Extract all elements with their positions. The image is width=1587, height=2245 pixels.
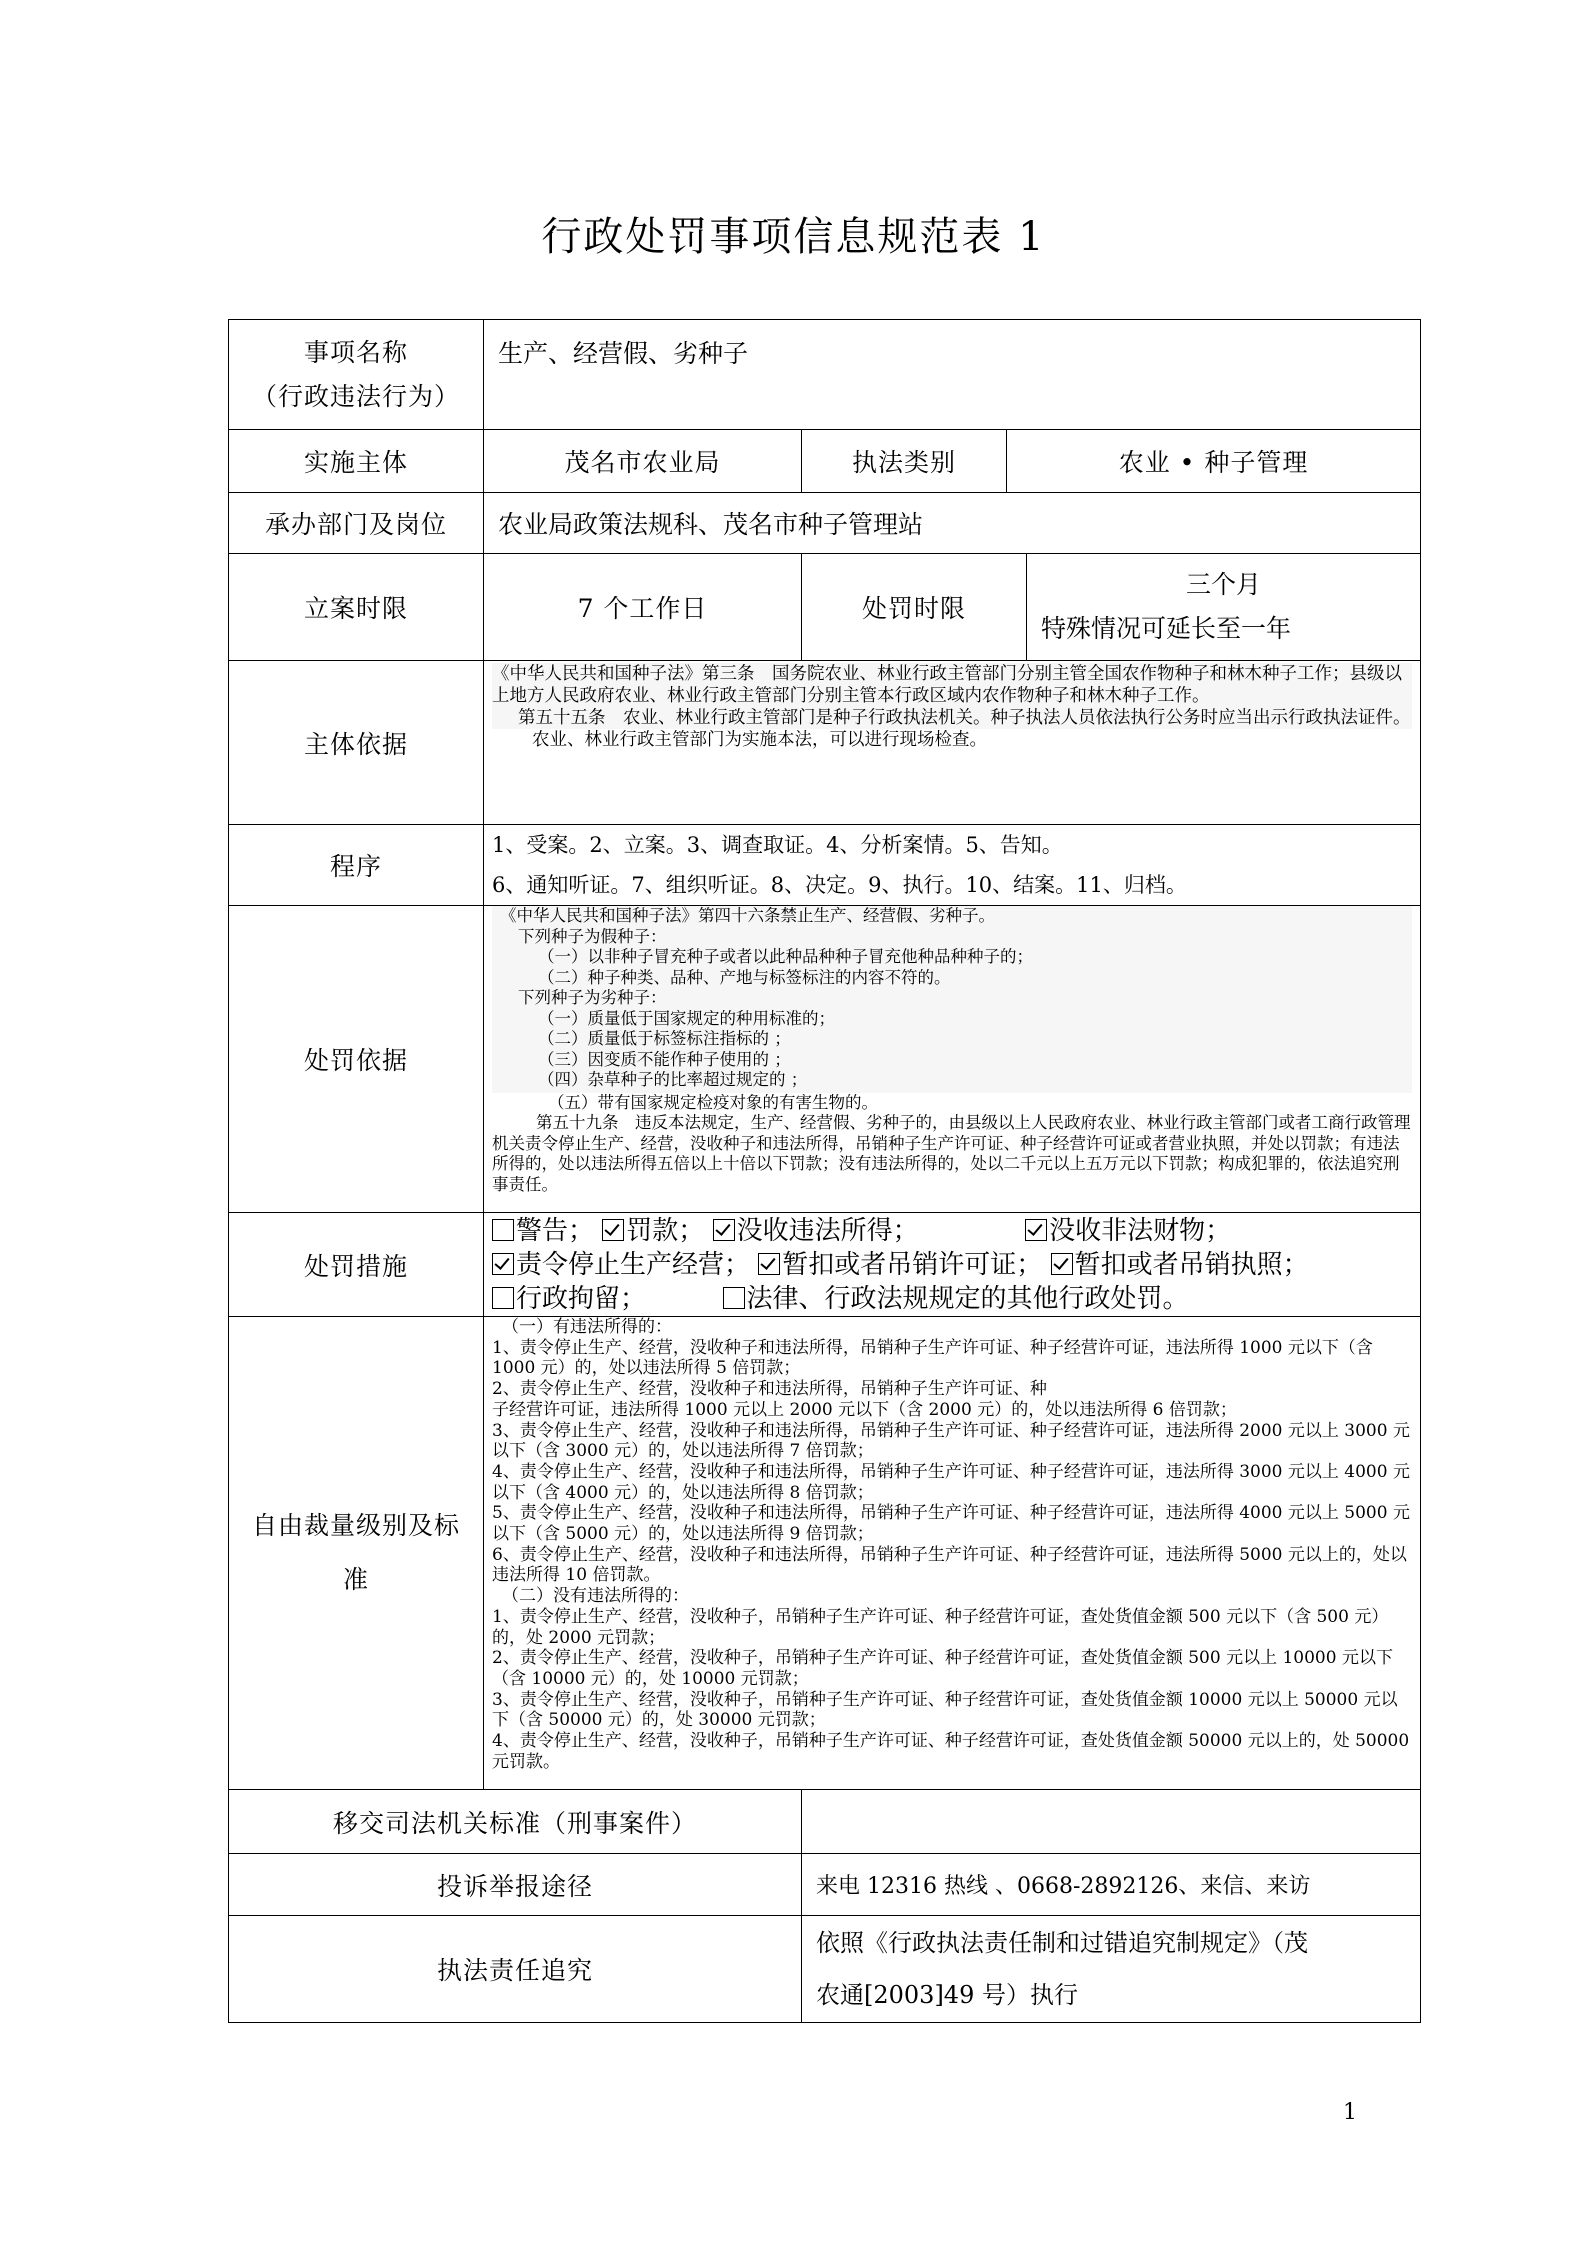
- penalty-limit-label: 处罚时限: [802, 554, 1027, 661]
- checkbox-confiscate-income[interactable]: [713, 1219, 735, 1241]
- discretion-line: 3、责令停止生产、经营，没收种子和违法所得，吊销种子生产许可证、种子经营许可证，违法所得 2000 元以上 3000 元以下（含 3000 元）的，处以违法所得 7 倍罚款；: [492, 1420, 1410, 1462]
- item-name-label: 事项名称: [303, 337, 408, 367]
- page-title: 行政处罚事项信息规范表 1: [541, 214, 1046, 260]
- row-transfer: [229, 1790, 1421, 1854]
- option-detention-label: 行政拘留；: [516, 1283, 647, 1314]
- penalty-limit-value-cell: [1027, 554, 1421, 661]
- row-penalty-basis: [229, 906, 1421, 1213]
- measures-label: 处罚措施: [229, 1213, 484, 1317]
- checkbox-detention[interactable]: [492, 1287, 514, 1309]
- discretion-line: 6、责令停止生产、经营，没收种子和违法所得，吊销种子生产许可证、种子经营许可证，违法所得 5000 元以上的，处以违法所得 10 倍罚款。: [492, 1544, 1407, 1586]
- penalty-limit-note: 特殊情况可延长至一年: [1041, 614, 1292, 643]
- penalty-basis-line: （一）质量低于国家规定的种用标准的；: [538, 1008, 835, 1028]
- option-warning-label: 警告；: [516, 1215, 595, 1246]
- measures-line-2: [484, 1248, 1420, 1282]
- option-other-penalty-label: 法律、行政法规规定的其他行政处罚。: [746, 1283, 1189, 1314]
- checkbox-warning[interactable]: [492, 1219, 514, 1241]
- subject-basis-para1: 《中华人民共和国种子法》第三条 国务院农业、林业行政主管部门分别主管全国农作物种子和林木种子工作；县级以上地方人民政府农业、林业行政主管部门分别主管本行政区域内农作物种子和林木种子工作。: [492, 663, 1412, 707]
- transfer-value: [802, 1790, 1421, 1854]
- procedure-cell: [484, 825, 1421, 906]
- option-revoke-permit-label: 暂扣或者吊销许可证；: [782, 1249, 1043, 1280]
- checkbox-other-penalty[interactable]: [723, 1287, 745, 1309]
- subject-value: 茂名市农业局: [484, 430, 802, 493]
- row-complaint: [229, 1854, 1421, 1916]
- row-time-limit: [229, 554, 1421, 661]
- accountability-value-cont: 农通[2003]49 号）执行: [816, 1981, 1078, 2009]
- procedure-label: 程序: [229, 825, 484, 906]
- row-discretion: [229, 1317, 1421, 1790]
- procedure-line-2: 6、通知听证。7、组织听证。8、决定。9、执行。10、结案。11、归档。: [492, 873, 1187, 897]
- penalty-basis-line: （二）种子种类、品种、产地与标签标注的内容不符的。: [538, 967, 951, 987]
- accountability-value-cell: [802, 1916, 1421, 2023]
- discretion-line: 1、责令停止生产、经营，没收种子和违法所得，吊销种子生产许可证、种子经营许可证，违法所得 1000 元以下（含 1000 元）的，处以违法所得 5 倍罚款；: [492, 1337, 1373, 1379]
- discretion-cell: [484, 1317, 1421, 1790]
- option-revoke-license-label: 暂扣或者吊销执照；: [1074, 1249, 1309, 1280]
- penalty-basis-line: （五）带有国家规定检疫对象的有害生物的。: [548, 1092, 878, 1112]
- penalty-basis-article59: 第五十九条 违反本法规定，生产、经营假、劣种子的，由县级以上人民政府农业、林业行政主管部门或者工商行政管理机关责令停止生产、经营，没收种子和违法所得，吊销种子生产许可证、种子经营许可证或者营业执照，并处以罚款；有违法所得的，处以违法所得五倍以上十倍以下罚款；没有违法所得的，处以二千元以上五万元以下罚款；构成犯罪的，依法追究刑事责任。: [492, 1113, 1411, 1194]
- penalty-basis-cell: [484, 906, 1421, 1213]
- penalty-basis-line: 下列种子为劣种子：: [518, 988, 667, 1007]
- discretion-line: 4、责令停止生产、经营，没收种子，吊销种子生产许可证、种子经营许可证，查处货值金额 50000 元以上的，处 50000 元罚款。: [492, 1731, 1410, 1772]
- category-value: 农业 • 种子管理: [1007, 430, 1421, 493]
- info-table: [228, 319, 1421, 2023]
- discretion-line: 4、责令停止生产、经营，没收种子和违法所得，吊销种子生产许可证、种子经营许可证，违法所得 3000 元以上 4000 元以下（含 4000 元）的，处以违法所得 8 倍罚款；: [492, 1461, 1410, 1503]
- measures-line-3: [484, 1282, 1420, 1316]
- row-measures: [229, 1213, 1421, 1317]
- page-number: 1: [1343, 2100, 1357, 2125]
- discretion-line: （二）没有违法所得的：: [502, 1586, 689, 1607]
- row-item-name: [229, 320, 1421, 430]
- complaint-label: 投诉举报途径: [229, 1854, 802, 1916]
- measures-line-1: [484, 1214, 1420, 1248]
- subject-basis-cell: [484, 661, 1421, 825]
- category-label: 执法类别: [802, 430, 1007, 493]
- item-name-sublabel: （行政违法行为）: [251, 381, 460, 411]
- complaint-value: 来电 12316 热线 、0668-2892126、来信、来访: [802, 1854, 1421, 1916]
- row-department: [229, 493, 1421, 554]
- penalty-limit-value: 三个月: [1186, 570, 1262, 599]
- penalty-basis-line: 下列种子为假种子：: [518, 926, 667, 946]
- discretion-line: 2、责令停止生产、经营，没收种子，吊销种子生产许可证、种子经营许可证，查处货值金额 500 元以上 10000 元以下（含 10000 元）的，处 10000 元罚款；: [492, 1648, 1393, 1689]
- penalty-basis-line: （四）杂草种子的比率超过规定的 ；: [538, 1070, 808, 1089]
- subject-basis-para3: 农业、林业行政主管部门为实施本法，可以进行现场检查。: [532, 730, 987, 750]
- option-confiscate-income-label: 没收违法所得；: [736, 1215, 919, 1246]
- discretion-line: 子经营许可证，违法所得 1000 元以上 2000 元以下（含 2000 元）的，处以违法所得 6 倍罚款；: [492, 1399, 1237, 1420]
- penalty-basis-line: （二）质量低于标签标注指标的 ；: [538, 1029, 791, 1048]
- subject-basis-label: 主体依据: [229, 661, 484, 825]
- accountability-label: 执法责任追究: [229, 1916, 802, 2023]
- filing-limit-label: 立案时限: [229, 554, 484, 661]
- penalty-basis-line: （一）以非种子冒充种子或者以此种品种种子冒充他种品种种子的；: [538, 947, 1033, 966]
- option-fine-label: 罚款；: [626, 1215, 705, 1246]
- option-stop-production-label: 责令停止生产经营；: [516, 1249, 751, 1280]
- checkbox-stop-production[interactable]: [492, 1253, 514, 1275]
- transfer-label: 移交司法机关标准（刑事案件）: [229, 1790, 802, 1854]
- filing-limit-value: 7 个工作日: [484, 554, 802, 661]
- checkbox-revoke-license[interactable]: [1051, 1253, 1073, 1275]
- procedure-line-1: 1、受案。2、立案。3、调查取证。4、分析案情。5、告知。: [492, 833, 1063, 857]
- discretion-label-cell: [229, 1317, 484, 1790]
- checkbox-fine[interactable]: [602, 1219, 624, 1241]
- subject-basis-para2: 第五十五条 农业、林业行政主管部门是种子行政执法机关。种子执法人员依法执行公务时应当出示行政执法证件。: [492, 707, 1412, 729]
- department-value: 农业局政策法规科、茂名市种子管理站: [484, 493, 1421, 554]
- discretion-line: 5、责令停止生产、经营，没收种子和违法所得，吊销种子生产许可证、种子经营许可证，违法所得 4000 元以上 5000 元以下（含 5000 元）的，处以违法所得 9 倍罚款；: [492, 1503, 1410, 1545]
- row-subject-basis: [229, 661, 1421, 825]
- penalty-basis-shaded-block: [492, 906, 1412, 1093]
- checkbox-confiscate-property[interactable]: [1025, 1219, 1047, 1241]
- checkbox-revoke-permit[interactable]: [758, 1253, 780, 1275]
- option-confiscate-property-label: 没收非法财物；: [1049, 1215, 1232, 1246]
- row-procedure: [229, 825, 1421, 906]
- row-subject: [229, 430, 1421, 493]
- discretion-label-cont: 准: [342, 1565, 369, 1594]
- penalty-basis-line: 《中华人民共和国种子法》第四十六条禁止生产、经营假、劣种子。: [500, 906, 995, 925]
- row-accountability: [229, 1916, 1421, 2023]
- discretion-line: 2、责令停止生产、经营，没收种子和违法所得，吊销种子生产许可证、种: [492, 1379, 1047, 1400]
- item-name-value: 生产、经营假、劣种子: [498, 339, 749, 368]
- discretion-label: 自由裁量级别及标: [251, 1511, 460, 1540]
- department-label: 承办部门及岗位: [229, 493, 484, 554]
- accountability-value: 依照《行政执法责任制和过错追究制规定》（茂: [816, 1929, 1308, 1957]
- penalty-basis-line: （三）因变质不能作种子使用的 ；: [538, 1049, 791, 1069]
- subject-label: 实施主体: [229, 430, 484, 493]
- discretion-line: 1、责令停止生产、经营，没收种子，吊销种子生产许可证、种子经营许可证，查处货值金额 500 元以下（含 500 元）的，处 2000 元罚款；: [492, 1606, 1389, 1648]
- measures-cell: [484, 1213, 1421, 1317]
- discretion-line: 3、责令停止生产、经营，没收种子，吊销种子生产许可证、种子经营许可证，查处货值金额 10000 元以上 50000 元以下（含 50000 元）的，处 30000 元罚款；: [492, 1689, 1398, 1731]
- discretion-line: （一）有违法所得的：: [502, 1317, 672, 1337]
- item-name-label-cell: [229, 320, 484, 430]
- penalty-basis-label: 处罚依据: [229, 906, 484, 1213]
- item-name-value-cell: [484, 320, 1421, 430]
